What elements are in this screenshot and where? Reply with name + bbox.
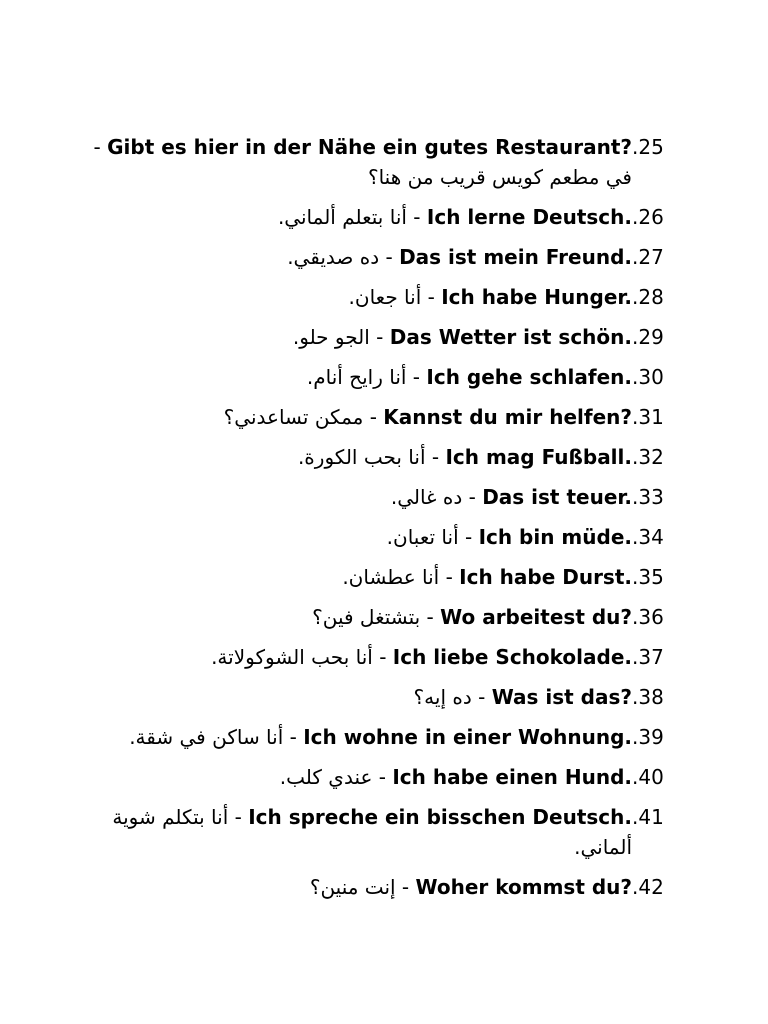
item-number: .33	[632, 485, 664, 509]
separator: -	[462, 485, 483, 509]
arabic-translation: ده غالي.	[390, 485, 463, 509]
separator: -	[93, 135, 108, 159]
item-number: .32	[632, 445, 664, 469]
list-item	[90, 602, 678, 632]
separator: -	[379, 245, 400, 269]
arabic-translation: بتشتغل فين؟	[312, 605, 421, 629]
arabic-translation: أنا بحب الشوكولاتة.	[211, 645, 373, 669]
german-phrase: Ich bin müde.	[478, 525, 632, 549]
german-phrase: Gibt es hier in der Nähe ein gutes Restaurant?	[107, 135, 632, 159]
item-number: .40	[632, 765, 664, 789]
german-phrase: Wo arbeitest du?	[440, 605, 632, 629]
german-phrase: Das ist mein Freund.	[399, 245, 632, 269]
separator: -	[372, 645, 393, 669]
separator: -	[421, 285, 442, 309]
german-phrase: Das Wetter ist schön.	[389, 325, 632, 349]
separator: -	[363, 405, 384, 429]
list-item	[90, 242, 678, 272]
arabic-translation: ممكن تساعدني؟	[223, 405, 364, 429]
separator: -	[439, 565, 460, 589]
separator: -	[228, 805, 249, 829]
arabic-translation: في مطعم كويس قريب من هنا؟	[367, 165, 632, 189]
list-item	[90, 562, 678, 592]
item-number: .25	[632, 135, 664, 159]
arabic-translation: أنا بتعلم ألماني.	[277, 205, 407, 229]
item-text	[90, 522, 632, 552]
separator: -	[471, 685, 492, 709]
arabic-translation: أنا رايح أنام.	[306, 365, 407, 389]
item-number: .37	[632, 645, 664, 669]
item-text	[90, 402, 632, 432]
item-text	[90, 682, 632, 712]
item-text	[90, 132, 632, 192]
list-item	[90, 132, 678, 192]
item-text	[90, 872, 632, 902]
arabic-translation: الجو حلو.	[292, 325, 370, 349]
phrase-list	[90, 132, 678, 912]
arabic-translation: أنا بحب الكورة.	[297, 445, 426, 469]
item-number: .42	[632, 875, 664, 899]
arabic-translation: أنا بتكلم شوية ألماني.	[112, 805, 632, 859]
item-text	[90, 762, 632, 792]
german-phrase: Ich gehe schlafen.	[426, 365, 632, 389]
list-item	[90, 762, 678, 792]
item-text	[90, 282, 632, 312]
item-text	[90, 362, 632, 392]
german-phrase: Ich wohne in einer Wohnung.	[303, 725, 632, 749]
german-phrase: Ich liebe Schokolade.	[392, 645, 632, 669]
german-phrase: Ich lerne Deutsch.	[426, 205, 632, 229]
arabic-translation: إنت منين؟	[309, 875, 396, 899]
german-phrase: Kannst du mir helfen?	[383, 405, 632, 429]
arabic-translation: ده صديقي.	[287, 245, 380, 269]
item-number: .36	[632, 605, 664, 629]
german-phrase: Woher kommst du?	[415, 875, 632, 899]
list-item	[90, 202, 678, 232]
arabic-translation: أنا جعان.	[348, 285, 422, 309]
separator: -	[395, 875, 416, 899]
list-item	[90, 802, 678, 862]
separator: -	[406, 365, 427, 389]
item-text	[90, 802, 632, 862]
item-text	[90, 482, 632, 512]
list-item	[90, 282, 678, 312]
list-item	[90, 362, 678, 392]
separator: -	[458, 525, 479, 549]
german-phrase: Ich habe einen Hund.	[392, 765, 632, 789]
item-number: .30	[632, 365, 664, 389]
item-number: .29	[632, 325, 664, 349]
german-phrase: Ich habe Durst.	[459, 565, 632, 589]
german-phrase: Ich habe Hunger.	[441, 285, 632, 309]
item-number: .28	[632, 285, 664, 309]
item-number: .41	[632, 805, 664, 829]
item-text	[90, 202, 632, 232]
list-item	[90, 402, 678, 432]
list-item	[90, 322, 678, 352]
item-text	[90, 242, 632, 272]
item-number: .39	[632, 725, 664, 749]
separator: -	[425, 445, 446, 469]
arabic-translation: عندي كلب.	[279, 765, 373, 789]
item-number: .31	[632, 405, 664, 429]
item-number: .34	[632, 525, 664, 549]
german-phrase: Was ist das?	[491, 685, 632, 709]
separator: -	[283, 725, 304, 749]
arabic-translation: ده إيه؟	[413, 685, 472, 709]
list-item	[90, 442, 678, 472]
arabic-translation: أنا تعبان.	[386, 525, 459, 549]
item-number: .26	[632, 205, 664, 229]
separator: -	[406, 205, 427, 229]
list-item	[90, 872, 678, 902]
list-item	[90, 722, 678, 752]
list-item	[90, 482, 678, 512]
item-text	[90, 322, 632, 352]
list-item	[90, 642, 678, 672]
german-phrase: Ich spreche ein bisschen Deutsch.	[248, 805, 632, 829]
item-text	[90, 442, 632, 472]
german-phrase: Ich mag Fußball.	[445, 445, 632, 469]
list-item	[90, 682, 678, 712]
item-text	[90, 722, 632, 752]
german-phrase: Das ist teuer.	[482, 485, 632, 509]
arabic-translation: أنا عطشان.	[342, 565, 440, 589]
list-item	[90, 522, 678, 552]
arabic-translation: أنا ساكن في شقة.	[129, 725, 284, 749]
item-number: .38	[632, 685, 664, 709]
item-text	[90, 602, 632, 632]
item-text	[90, 562, 632, 592]
separator: -	[372, 765, 393, 789]
item-text	[90, 642, 632, 672]
separator: -	[420, 605, 441, 629]
item-number: .27	[632, 245, 664, 269]
separator: -	[369, 325, 390, 349]
item-number: .35	[632, 565, 664, 589]
